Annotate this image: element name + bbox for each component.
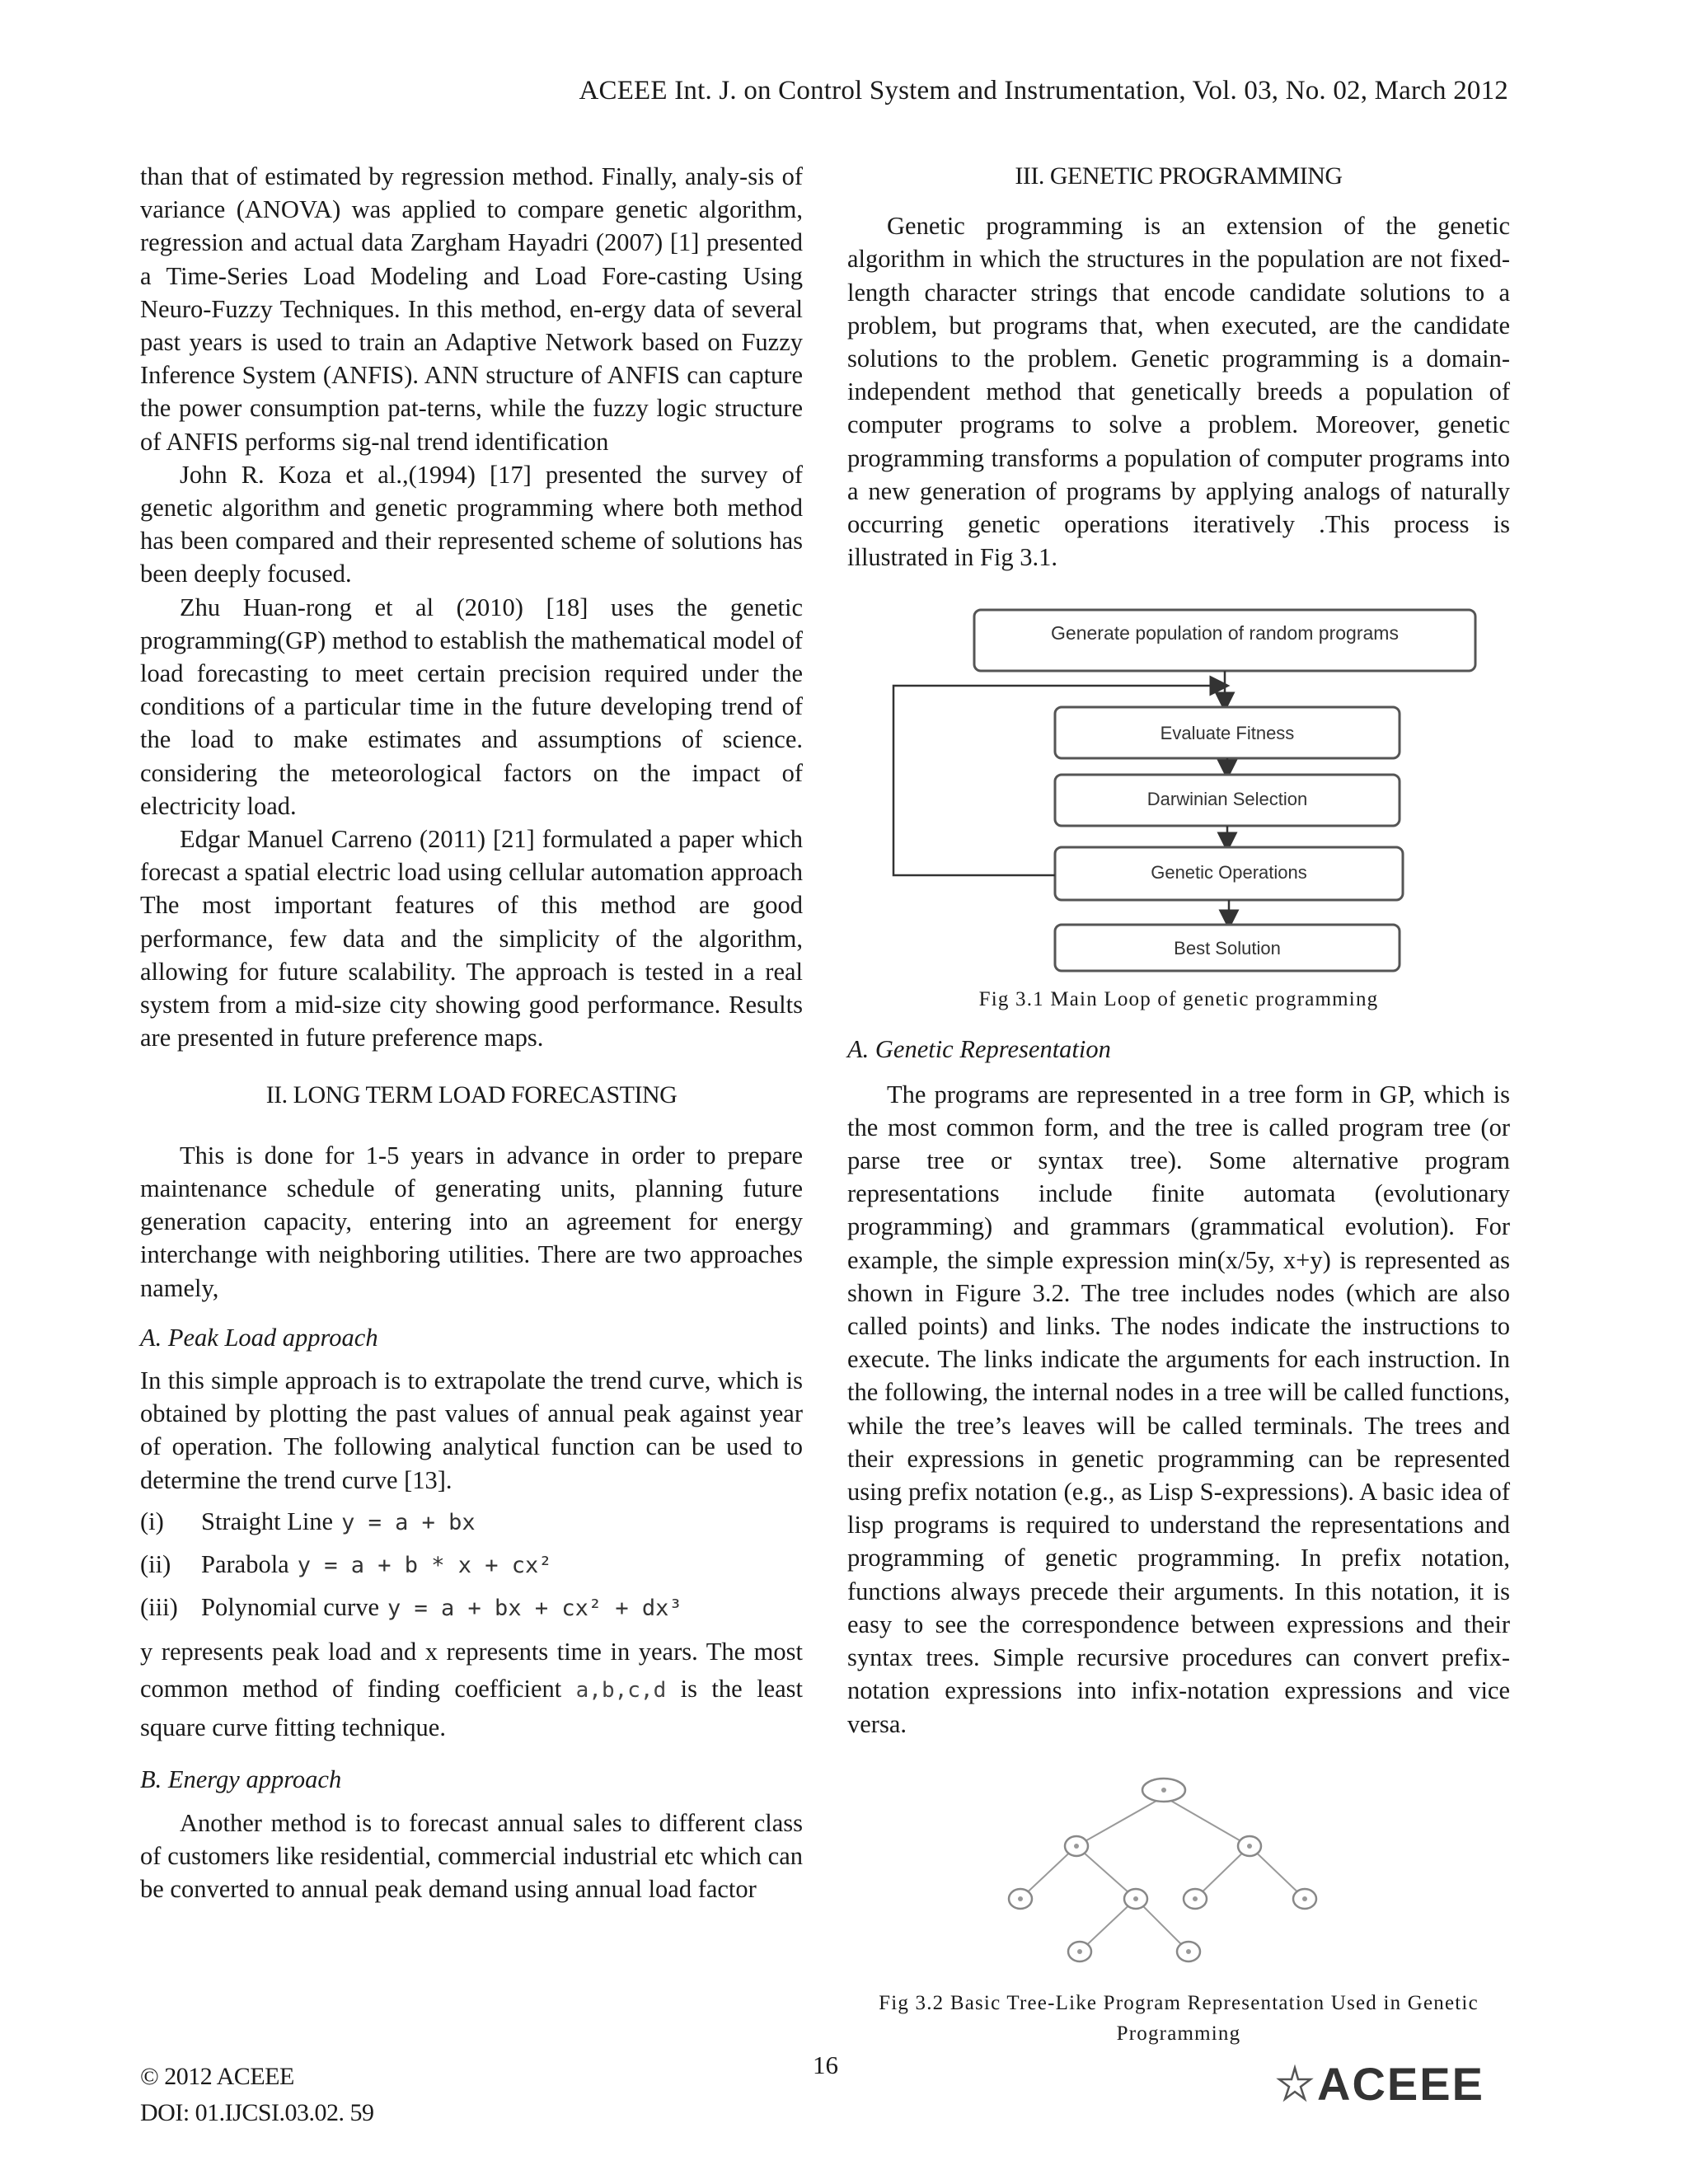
footer-info [140, 2059, 374, 2131]
subsection-heading: B. Energy approach [140, 1765, 342, 1794]
equation-name: Polynomial curve [201, 1593, 380, 1622]
figure-flowchart [847, 590, 1510, 1015]
paragraph [140, 1633, 803, 1746]
logo-text: ACEEE [1317, 2057, 1484, 2110]
equation-name: Parabola [201, 1549, 289, 1578]
copyright: © 2012 ACEEE [140, 2063, 294, 2090]
paragraph: In this simple approach is to extrapolate the trend curve, which is obtained by plotting the past values of annual peak against year of operation. The following analytical function can be used to determine the trend curve [13]. [140, 1366, 803, 1494]
section-heading: III. GENETIC PROGRAMMING [1015, 162, 1343, 190]
paragraph: This is done for 1-5 years in advance in order to prepare maintenance schedule of generating units, planning future generation capacity, entering into an agreement for energy interchange with neighboring utilities. There are two approaches namely, [140, 1141, 803, 1302]
equation-name: Straight Line [201, 1507, 334, 1535]
paragraph: Zhu Huan-rong et al (2010) [18] uses the genetic programming(GP) method to establish the mathematical model of load forecasting to meet certain precision required under the conditions of a particular time in the future developing trend of the load to make estimates and assumptions of science. considering the meteorological factors on the impact of electricity load. [140, 593, 803, 820]
flowchart-diagram [847, 590, 1510, 977]
program-tree-diagram [847, 1769, 1510, 1975]
equation-formula: y = a + bx + cx² + dx³ [387, 1596, 682, 1622]
subsection-heading: A. Genetic Representation [847, 1035, 1111, 1064]
equation-number: (ii) [140, 1549, 171, 1578]
figure-caption: Fig 3.1 Main Loop of genetic programming [978, 988, 1379, 1011]
equation-formula: y = a + bx [341, 1509, 476, 1535]
coefficients: a,b,c,d [575, 1678, 667, 1704]
section-heading: II. LONG TERM LOAD FORECASTING [265, 1081, 678, 1109]
equation-row [140, 1548, 803, 1582]
paragraph: Edgar Manuel Carreno (2011) [21] formulated a paper which forecast a spatial electric load using cellular automation approach The most important features of this method are good performance, few data and the simplicity of the algorithm, allowing for future scalability. The approach is tested in a real system from a mid-size city showing good performance. Results are presented in future preference maps. [140, 825, 803, 1052]
flow-box-label: Darwinian Selection [1146, 789, 1308, 810]
flow-box-label: Genetic Operations [1151, 862, 1307, 883]
paragraph: than that of estimated by regression method. Finally, analy-sis of variance (ANOVA) was applied to compare genetic algorithm, regression and actual data Zargham Hayadri (2007) [1] presented a Time-Series Load Modeling and Load Fore-casting Using Neuro-Fuzzy Techniques. In this method, en-ergy data of several past years is used to train an Adaptive Network based on Fuzzy Inference System (ANFIS). ANN structure of ANFIS can capture the power consumption pat-terns, while the fuzzy logic structure of ANFIS performs sig-nal trend identification [140, 162, 803, 456]
equation-row [140, 1591, 803, 1625]
paragraph: The programs are represented in a tree form in GP, which is the most common form, and the tree is called program tree (or parse tree or syntax tree). Some alternative program representations include finite automata (evolutionary programming) and grammars (grammatical evolution). For example, the simple expression min(x/5y, x+y) is represented as shown in Figure 3.2. The tree includes nodes (which are also called points) and links. The nodes indicate the instructions to execute. The links indicate the arguments for each instruction. In the following, the internal nodes in a tree will be called functions, while the tree’s leaves will be called terminals. The trees and their expressions in genetic programming can be represented using prefix notation (e.g., as Lisp S-expressions). A basic idea of lisp programs is required to understand the representations and programming of genetic programming. In prefix notation, functions always precede their arguments. In this notation, it is easy to see the correspondence between expressions and their syntax trees. Simple recursive procedures can convert prefix-notation expressions into infix-notation expressions and vice versa. [847, 1080, 1510, 1738]
subsection-heading: A. Peak Load approach [140, 1323, 378, 1352]
flow-box-label: Evaluate Fitness [1160, 723, 1295, 744]
figure-tree [847, 1769, 1510, 2049]
text-run: y represents peak load and x represents time in years. The most common method of finding coefficient [140, 1638, 803, 1704]
equation-number: (i) [140, 1507, 164, 1535]
journal-header: ACEEE Int. J. on Control System and Instrumentation, Vol. 03, No. 02, March 2012 [579, 76, 1508, 105]
paragraph: Another method is to forecast annual sales to different class of customers like residential, commercial industrial etc which can be converted to annual peak demand using annual load factor [140, 1808, 803, 1903]
star-icon [1276, 2064, 1314, 2102]
flow-box-label: Generate population of random programs [1051, 622, 1399, 644]
paragraph: Genetic programming is an extension of the genetic algorithm in which the structures in the population are not fixed-length character strings that encode candidate solutions to a problem, but programs that, when executed, are the candidate solutions to the problem. Genetic programming is a domain-independent method that genetically breeds a population of computer programs to solve a problem. Moreover, genetic programming transforms a population of computer programs into a new generation of programs by applying analogs of naturally occurring genetic operations iteratively .This process is illustrated in Fig 3.1. [847, 212, 1510, 572]
equation-row [140, 1505, 803, 1540]
figure-caption: Fig 3.2 Basic Tree-Like Program Representation Used in Genetic Programming [879, 1991, 1479, 2045]
equation-formula: y = a + b * x + cx² [297, 1552, 552, 1578]
flow-box-label: Best Solution [1174, 938, 1281, 959]
left-column [140, 160, 803, 1905]
page-number: 16 [813, 2050, 838, 2079]
paragraph: John R. Koza et al.,(1994) [17] presented the survey of genetic algorithm and genetic programming where both method has been compared and their represented scheme of solutions has been deeply focused. [140, 460, 803, 588]
text-run: is the least square curve fitting technique. [140, 1675, 803, 1742]
right-column [847, 160, 1510, 2049]
doi: DOI: 01.IJCSI.03.02. 59 [140, 2099, 374, 2126]
equation-number: (iii) [140, 1593, 178, 1622]
aceee-logo [1276, 2059, 1515, 2108]
